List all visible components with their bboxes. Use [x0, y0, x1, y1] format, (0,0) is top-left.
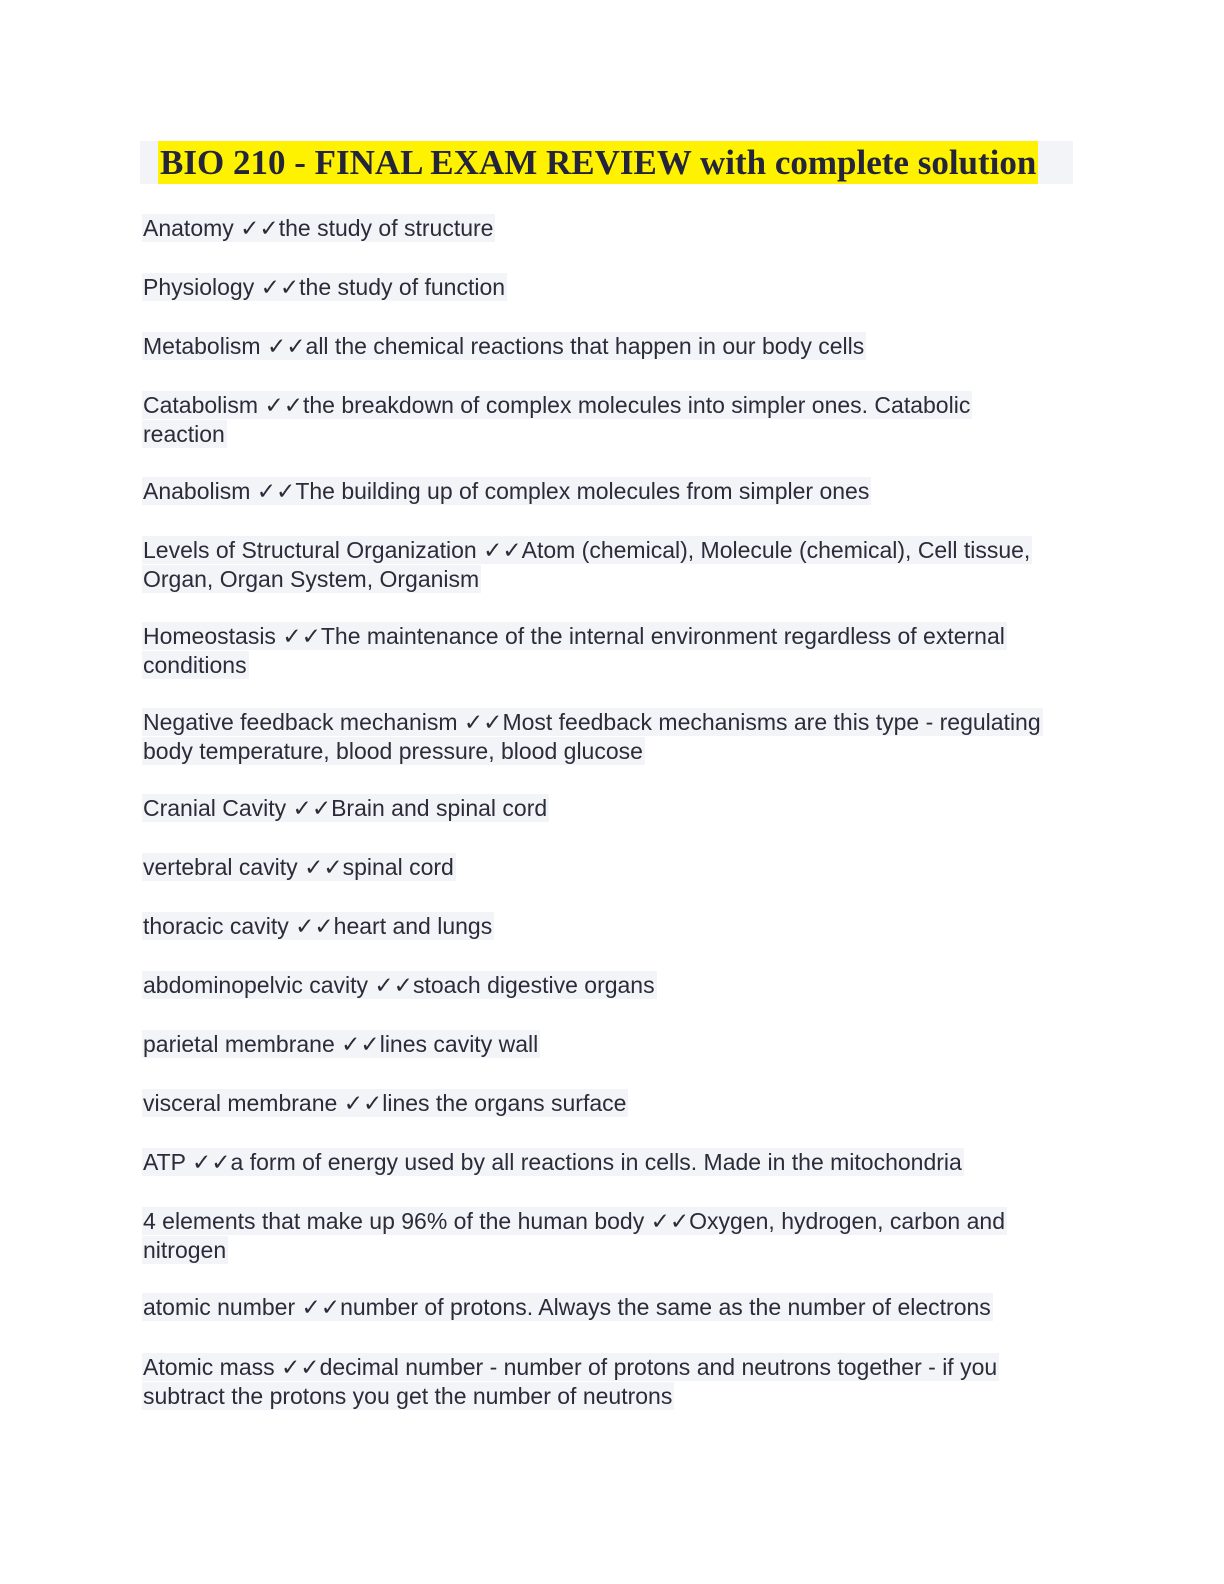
entry-parietal-membrane	[142, 1030, 1082, 1059]
entry-definition: number of protons. Always the same as the number of electrons	[340, 1294, 991, 1320]
entry-definition: the breakdown of complex molecules into simpler ones. Catabolic reaction	[143, 392, 971, 447]
double-check-icon: ✓✓	[192, 1149, 231, 1175]
entry-line	[142, 971, 657, 999]
entry-atp	[142, 1148, 1082, 1177]
entry-line	[142, 1089, 628, 1117]
entry-definition: stoach digestive organs	[412, 972, 655, 998]
entry-abdominopelvic-cavity	[142, 971, 1082, 1000]
entry-vertebral-cavity	[142, 853, 1082, 882]
entry-definition: The building up of complex molecules from simpler ones	[295, 478, 870, 504]
double-check-icon: ✓✓	[281, 1354, 320, 1380]
entry-term: Anabolism	[143, 478, 257, 504]
entry-definition: Oxygen, hydrogen, carbon and nitrogen	[143, 1208, 1005, 1263]
entry-term: ATP	[143, 1149, 192, 1175]
entry-term: visceral membrane	[143, 1090, 344, 1116]
double-check-icon: ✓✓	[264, 392, 303, 418]
double-check-icon: ✓✓	[483, 537, 522, 563]
entry-homeostasis	[142, 622, 1052, 680]
entry-line	[142, 536, 1032, 593]
entry-term: Anatomy	[143, 215, 241, 241]
entry-definition: the study of function	[299, 274, 506, 300]
double-check-icon: ✓✓	[650, 1208, 690, 1234]
entry-definition: all the chemical reactions that happen in our body cells	[305, 333, 865, 359]
entry-atomic-mass	[142, 1353, 1042, 1411]
double-check-icon: ✓✓	[374, 972, 413, 998]
entry-term: Cranial Cavity	[143, 795, 293, 821]
entry-levels-of-organization	[142, 536, 1077, 594]
entry-line	[142, 1293, 993, 1321]
entry-definition: Atom (chemical), Molecule (chemical), Cell tissue, Organ, Organ System, Organism	[143, 537, 1031, 592]
double-check-icon: ✓✓	[260, 274, 300, 300]
entry-line	[142, 391, 972, 448]
double-check-icon: ✓✓	[266, 333, 306, 359]
entry-line	[142, 794, 549, 822]
entry-catabolism	[142, 391, 1022, 449]
double-check-icon: ✓✓	[341, 1031, 380, 1057]
double-check-icon: ✓✓	[292, 795, 332, 821]
entry-line	[142, 912, 494, 940]
entry-metabolism	[142, 332, 1082, 361]
double-check-icon: ✓✓	[295, 913, 334, 939]
entry-visceral-membrane	[142, 1089, 1082, 1118]
entry-line	[142, 1030, 540, 1058]
entry-definition: Most feedback mechanisms are this type - regulating body temperature, blood pressure, blood glucose	[143, 709, 1041, 764]
entry-term: Homeostasis	[143, 623, 283, 649]
entry-line	[142, 853, 456, 881]
entry-definition: decimal number - number of protons and neutrons together - if you subtract the protons you get the number of neutrons	[143, 1354, 998, 1409]
entry-term: thoracic cavity	[143, 913, 296, 939]
entry-negative-feedback	[142, 708, 1087, 766]
entry-line	[142, 332, 866, 360]
entry-term: abdominopelvic cavity	[143, 972, 375, 998]
entry-term: Catabolism	[143, 392, 265, 418]
entry-definition: a form of energy used by all reactions in cells. Made in the mitochondria	[230, 1149, 962, 1175]
entry-term: Levels of Structural Organization	[143, 537, 484, 563]
entry-definition: Brain and spinal cord	[331, 795, 548, 821]
double-check-icon: ✓✓	[463, 709, 503, 735]
page-title: BIO 210 - FINAL EXAM REVIEW with complete solution	[160, 143, 1037, 182]
entry-anabolism	[142, 477, 1082, 506]
double-check-icon: ✓✓	[301, 1294, 341, 1320]
entry-cranial-cavity	[142, 794, 1082, 823]
entry-term: parietal membrane	[143, 1031, 342, 1057]
entry-term: Metabolism	[143, 333, 267, 359]
entry-line	[142, 1148, 964, 1176]
entry-line	[142, 708, 1043, 765]
double-check-icon: ✓✓	[256, 478, 296, 504]
entry-term: vertebral cavity	[143, 854, 305, 880]
entry-definition: lines cavity wall	[379, 1031, 539, 1057]
entry-four-elements	[142, 1207, 1052, 1265]
entry-anatomy	[142, 214, 1082, 243]
entry-definition: heart and lungs	[333, 913, 493, 939]
entry-definition: The maintenance of the internal environment regardless of external conditions	[143, 623, 1005, 678]
entry-atomic-number	[142, 1293, 1082, 1322]
entry-term: Atomic mass	[143, 1354, 282, 1380]
double-check-icon: ✓✓	[304, 854, 343, 880]
entry-definition: lines the organs surface	[382, 1090, 627, 1116]
entry-definition: spinal cord	[342, 854, 454, 880]
entry-term: Physiology	[143, 274, 261, 300]
double-check-icon: ✓✓	[282, 623, 321, 649]
entry-line	[142, 1207, 1007, 1264]
entry-line	[142, 1353, 999, 1410]
entry-thoracic-cavity	[142, 912, 1082, 941]
entry-term: 4 elements that make up 96% of the human body	[143, 1208, 651, 1234]
entry-line	[142, 273, 507, 301]
entry-term: Negative feedback mechanism	[143, 709, 464, 735]
entry-definition: the study of structure	[278, 215, 494, 241]
double-check-icon: ✓✓	[240, 215, 279, 241]
double-check-icon: ✓✓	[343, 1090, 383, 1116]
entry-term: atomic number	[143, 1294, 302, 1320]
entry-line	[142, 477, 871, 505]
entry-line	[142, 622, 1007, 679]
entry-physiology	[142, 273, 1082, 302]
entry-line	[142, 214, 495, 242]
